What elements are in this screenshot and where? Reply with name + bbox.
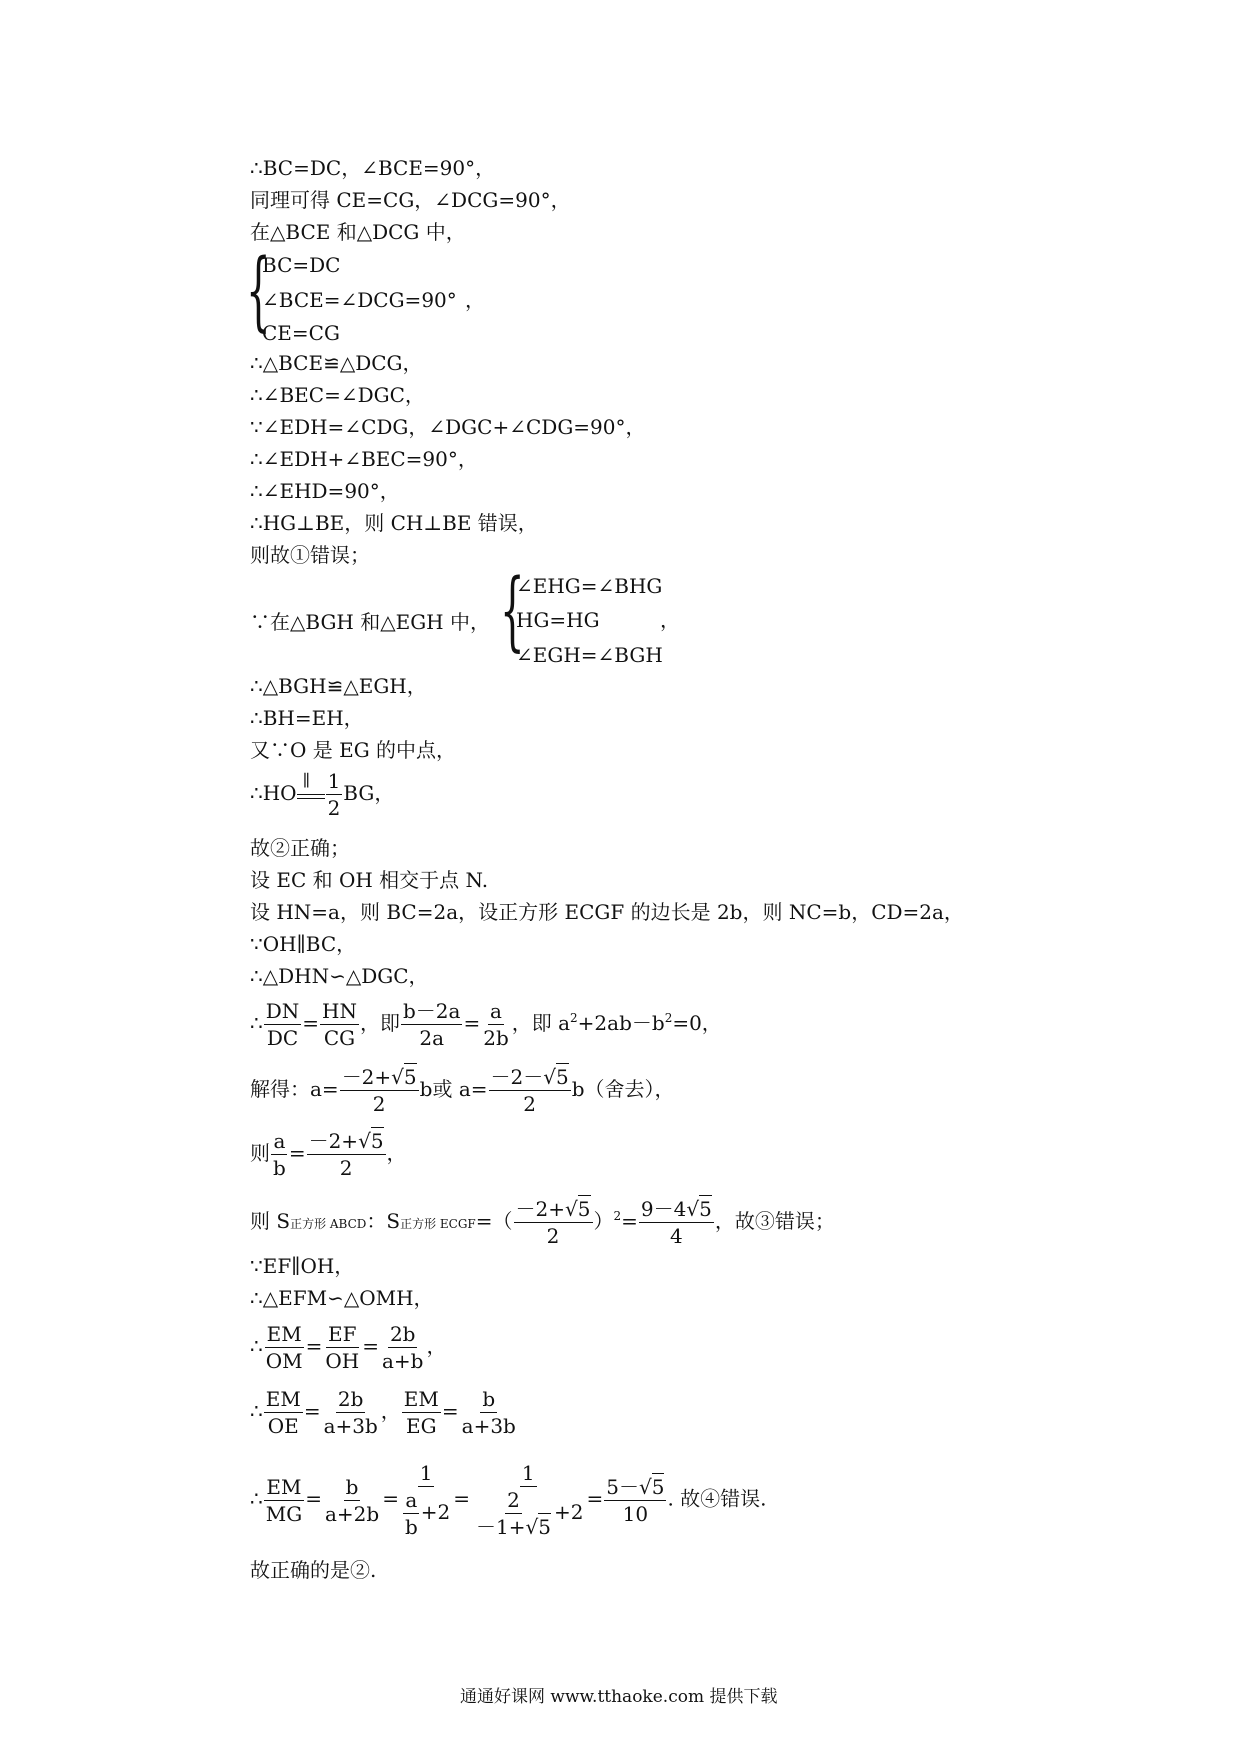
text-run: = [305, 1486, 322, 1511]
text-run: +2 [553, 1500, 584, 1524]
subscript: 正方形 ABCD [290, 1217, 367, 1231]
text-line: 又∵O 是 EG 的中点， [250, 738, 457, 762]
text-run: ， [386, 1141, 407, 1165]
denominator: OM [265, 1349, 303, 1373]
numerator: 1 [419, 1461, 433, 1485]
denominator: a+b [381, 1349, 424, 1373]
fraction [264, 1476, 304, 1525]
text-run: . 故④错误. [667, 1486, 767, 1511]
denominator: EG [406, 1414, 437, 1438]
fraction [320, 1000, 359, 1049]
superscript: 2 [613, 1209, 622, 1223]
radicand: 5 [577, 1197, 591, 1221]
fraction [489, 1066, 571, 1115]
formula-em-2 [250, 1388, 519, 1437]
text-run: ，即 a [511, 1011, 571, 1035]
text-line: 设 HN=a，则 BC=2a，设正方形 ECGF 的边长是 2b，则 NC=b，CD=2a， [250, 900, 964, 924]
parallel-equal-mark [297, 770, 325, 805]
text-run: = [586, 1486, 604, 1511]
denominator: a+3b [323, 1414, 378, 1438]
formula-area [250, 1198, 835, 1247]
text-run: = [382, 1486, 399, 1511]
numerator: EM [265, 1387, 301, 1411]
fraction [471, 1462, 585, 1538]
fraction [323, 1323, 361, 1372]
text-run: ∴HO [250, 781, 297, 805]
text-line: 则故①错误； [250, 543, 370, 567]
superscript: 2 [664, 1011, 673, 1025]
formula-ho [250, 770, 394, 819]
denominator: 2 [327, 796, 341, 820]
text-line: ∴△BGH≌△EGH， [250, 674, 427, 698]
radicand: 5 [555, 1065, 569, 1089]
text-run: = [303, 1399, 321, 1423]
numerator: 1 [327, 769, 341, 793]
denominator: 2a [419, 1026, 445, 1050]
numerator: 2b [389, 1322, 416, 1346]
system-row: ∠EHG=∠BHG [516, 574, 663, 598]
fraction [380, 1323, 425, 1372]
fraction [264, 1000, 302, 1049]
text-run: = [362, 1334, 379, 1358]
text-run: 则 [250, 1141, 270, 1165]
denominator: CG [323, 1026, 356, 1050]
fraction [326, 770, 343, 819]
fraction [264, 1388, 303, 1437]
text-run: －2－ [490, 1065, 544, 1089]
text-run: ， [380, 1399, 401, 1423]
text-line: ∴△DHN∽△DGC， [250, 964, 429, 988]
left-brace: { [246, 241, 271, 341]
text-run: 9－4 [640, 1197, 687, 1221]
denominator [400, 1487, 452, 1538]
text-run: ∴ [250, 1011, 263, 1035]
numerator: 9－4√5 [640, 1197, 712, 1221]
text-line: ∵在△BGH 和△EGH 中， [250, 610, 490, 634]
denominator: OE [267, 1414, 299, 1438]
system-row: HG=HG [516, 608, 600, 632]
numerator: 1 [521, 1461, 535, 1485]
text-run: 解得：a= [250, 1077, 339, 1101]
denominator: 2 [372, 1092, 386, 1116]
fraction [264, 1323, 305, 1372]
numerator: b－2a [403, 999, 461, 1023]
numerator: a [405, 1488, 418, 1512]
fraction [403, 1489, 420, 1538]
formula-em-1 [250, 1323, 446, 1372]
fraction [322, 1388, 380, 1437]
fraction [460, 1388, 518, 1437]
numerator: a [273, 1129, 286, 1153]
text-run: =0， [672, 1011, 722, 1035]
text-run: = [621, 1209, 638, 1233]
radicand: 5 [651, 1474, 665, 1499]
text-run: ，故③错误； [714, 1209, 835, 1233]
system-tail: ， [660, 608, 680, 632]
numerator: a [490, 999, 502, 1023]
system-row: ∠BCE=∠DCG=90° [262, 288, 457, 312]
system-row: CE=CG [262, 321, 340, 345]
numerator: －2+√5 [341, 1065, 417, 1089]
parallel-mark: ∥ [302, 770, 310, 790]
text-run: = [463, 1011, 481, 1035]
denominator: MG [265, 1501, 303, 1526]
text-line: 故正确的是②. [250, 1558, 377, 1582]
system-row: ∠EGH=∠BGH [516, 643, 663, 667]
fraction [400, 1462, 452, 1538]
numerator: b [482, 1387, 496, 1411]
formula-dn [250, 1000, 722, 1049]
fraction [402, 1388, 441, 1437]
text-run: b（舍去）， [571, 1077, 675, 1101]
denominator: 4 [670, 1224, 683, 1248]
text-run: =（ [475, 1209, 513, 1233]
text-line: ∴△BCE≌△DCG， [250, 351, 423, 375]
numerator: DN [265, 999, 300, 1023]
text-line: ∴BC=DC，∠BCE=90°， [250, 156, 496, 180]
footer-credit: 通通好课网 www.tthaoke.com 提供下载 [460, 1687, 778, 1707]
denominator: 2 [523, 1092, 536, 1116]
denominator: b [404, 1515, 418, 1539]
fraction [604, 1476, 666, 1525]
numerator: EF [328, 1322, 357, 1346]
text-run: b或 a= [419, 1077, 488, 1101]
subscript: 正方形 ECGF [400, 1217, 476, 1231]
radicand: 5 [403, 1065, 417, 1089]
numerator: 2 [507, 1488, 520, 1512]
fraction [323, 1476, 381, 1525]
fraction [307, 1130, 386, 1179]
superscript: 2 [570, 1011, 578, 1025]
fraction [474, 1489, 553, 1538]
text-run: = [441, 1399, 459, 1423]
text-line: 设 EC 和 OH 相交于点 N. [250, 868, 489, 892]
text-line: ∴△EFM∽△OMH， [250, 1286, 434, 1310]
denominator: DC [266, 1026, 299, 1050]
numerator: b [345, 1474, 359, 1499]
numerator: －2+√5 [308, 1129, 384, 1153]
fraction [514, 1198, 593, 1247]
text-run: ∴ [250, 1486, 263, 1511]
text-run: +2 [420, 1500, 451, 1524]
text-run: BG， [343, 781, 395, 805]
denominator: a+2b [324, 1501, 380, 1526]
fraction [340, 1066, 419, 1115]
system-tail: ， [465, 288, 485, 312]
text-line: ∴∠EDH+∠BEC=90°， [250, 447, 478, 471]
text-run: = [302, 1011, 320, 1035]
system-row: BC=DC [262, 253, 341, 277]
denominator [471, 1487, 585, 1538]
text-run: ∴ [250, 1399, 263, 1423]
text-line: ∴∠EHD=90°， [250, 479, 400, 503]
formula-solve [250, 1066, 675, 1115]
denominator: a+3b [461, 1414, 516, 1438]
text-run: 则 S [250, 1209, 291, 1233]
text-run: +2ab－b [577, 1011, 665, 1035]
radicand: 5 [699, 1197, 712, 1221]
text-run: ∴ [250, 1334, 263, 1358]
denominator: 2 [339, 1156, 353, 1180]
numerator: EM [266, 1474, 302, 1499]
numerator: EM [403, 1387, 439, 1411]
text-run: －1+ [476, 1515, 526, 1539]
formula-em-3 [250, 1462, 767, 1538]
text-line: ∴HG⊥BE，则 CH⊥BE 错误， [250, 511, 538, 535]
text-run: = [305, 1334, 323, 1358]
radicand: 5 [538, 1515, 551, 1539]
text-run: ） [593, 1209, 614, 1233]
denominator: b [273, 1156, 286, 1180]
denominator: 2b [483, 1026, 509, 1050]
fraction [401, 1000, 462, 1049]
numerator: EM [266, 1322, 302, 1346]
text-run: = [288, 1141, 306, 1165]
text-line: 故②正确； [250, 836, 350, 860]
text-line: 同理可得 CE=CG，∠DCG=90°， [250, 188, 571, 212]
numerator: －2+√5 [515, 1197, 591, 1221]
text-run: = [453, 1486, 471, 1511]
numerator: －2－√5 [490, 1065, 569, 1089]
fraction [481, 1000, 511, 1049]
left-brace: { [500, 561, 525, 661]
text-run: ，即 [360, 1011, 400, 1035]
text-run: ：S [366, 1209, 401, 1233]
fraction [639, 1198, 714, 1247]
text-run: －2+ [515, 1197, 566, 1221]
text-line: ∴∠BEC=∠DGC， [250, 383, 425, 407]
formula-ratio [250, 1130, 407, 1179]
numerator: HN [322, 999, 357, 1023]
text-run: 5－ [606, 1474, 639, 1499]
text-line: ∵EF∥OH， [250, 1254, 355, 1278]
text-line: 在△BCE 和△DCG 中， [250, 220, 466, 244]
text-run: －2+ [308, 1129, 359, 1153]
denominator: －1+√5 [476, 1515, 551, 1539]
text-run: ， [426, 1334, 447, 1358]
numerator: 5－√5 [606, 1474, 665, 1499]
numerator: 2b [337, 1387, 364, 1411]
text-line: ∵OH∥BC， [250, 932, 357, 956]
fraction [271, 1130, 288, 1179]
denominator: 10 [622, 1501, 649, 1526]
radicand: 5 [370, 1129, 384, 1153]
denominator: 2 [546, 1224, 560, 1248]
denominator: OH [325, 1349, 360, 1373]
text-line: ∵∠EDH=∠CDG，∠DGC+∠CDG=90°， [250, 415, 646, 439]
text-line: ∴BH=EH， [250, 706, 364, 730]
text-run: －2+ [341, 1065, 392, 1089]
